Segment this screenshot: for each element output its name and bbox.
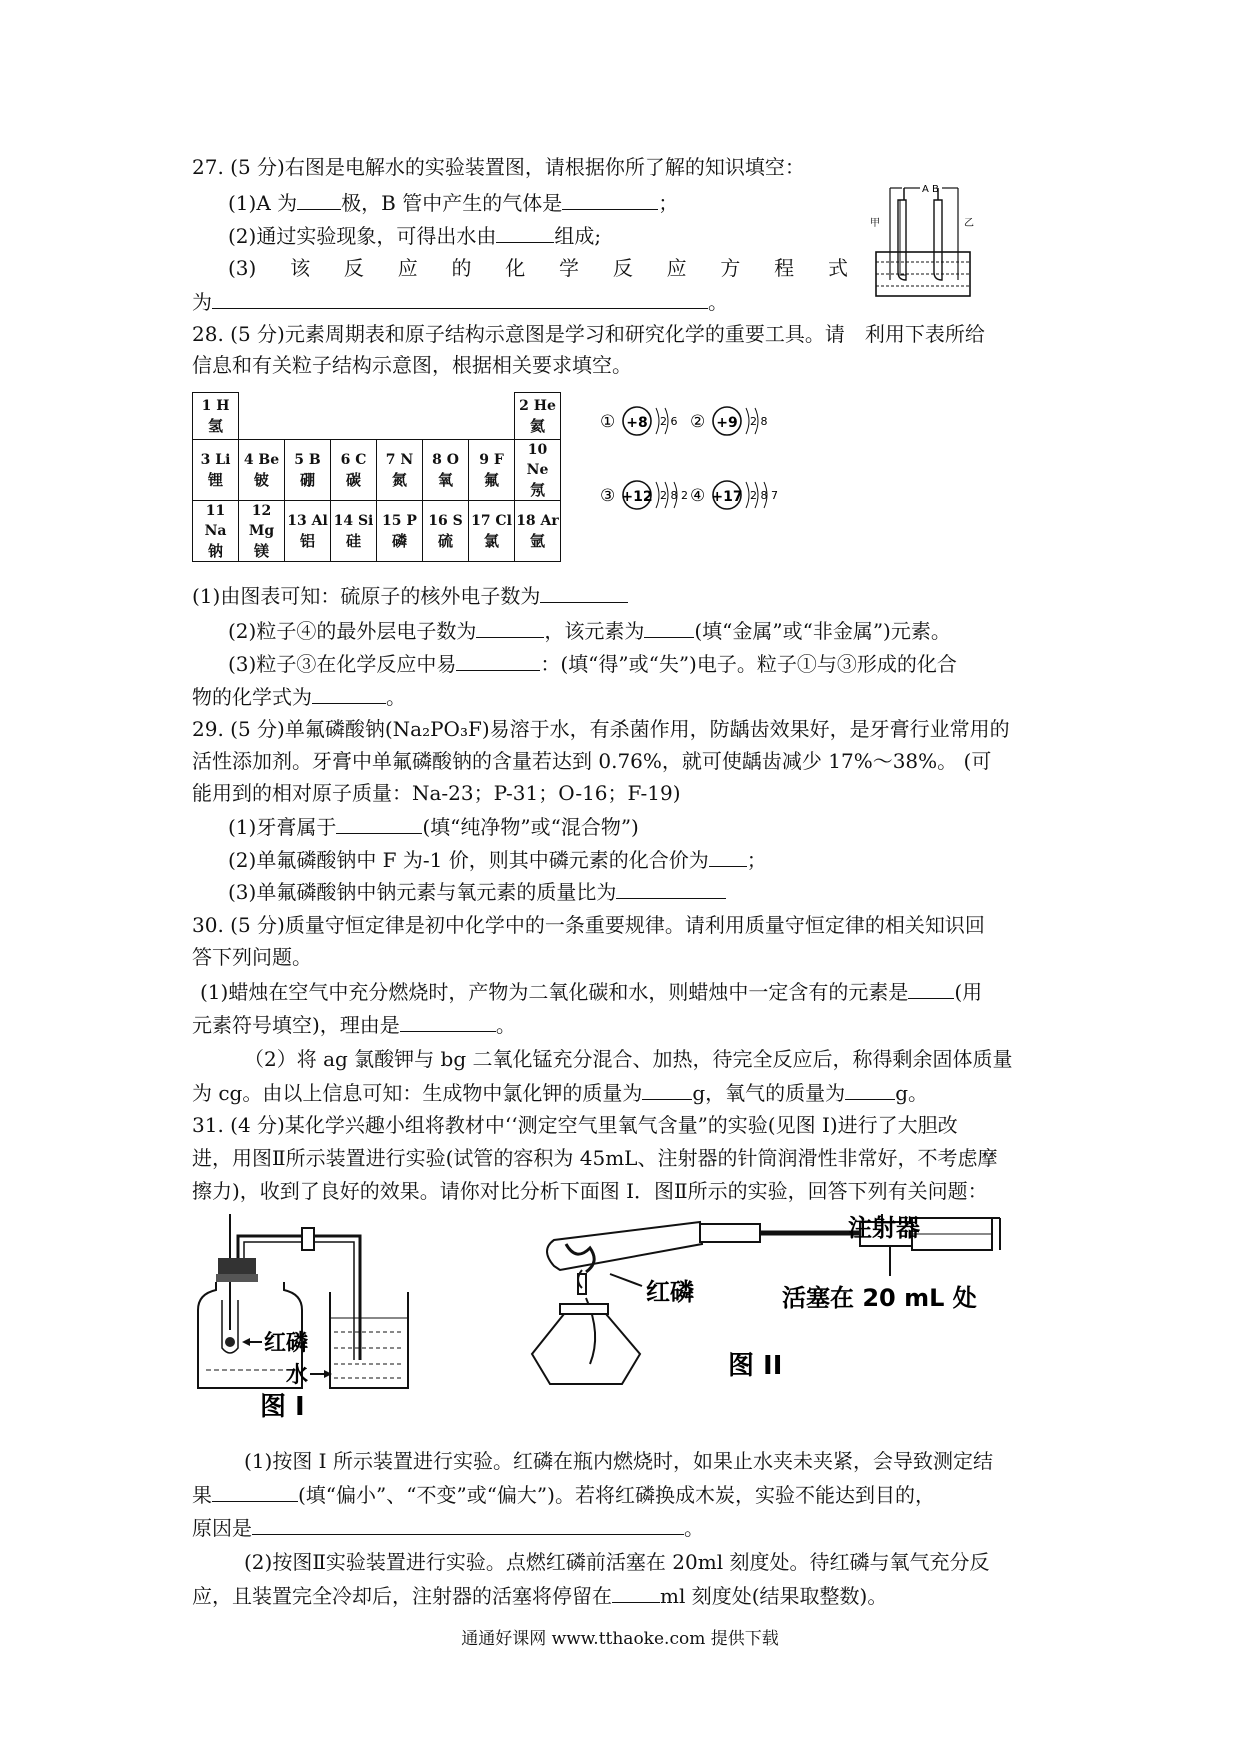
q31-stem-2: 进，用图Ⅱ所示装置进行实验(试管的容积为 45mL、注射器的针筒润滑性非常好，不考虑摩 [192, 1146, 998, 1170]
blank[interactable] [212, 1479, 298, 1502]
q28-stem-2: 信息和有关粒子结构示意图，根据相关要求填空。 [192, 353, 632, 377]
element-name: 氮 [391, 471, 407, 489]
element-name: 磷 [391, 532, 407, 550]
q30-part2: （2）将 ag 氯酸钾与 bg 二氧化锰充分混合、加热，待完全反应后，称得剩余固体质量 [244, 1047, 1013, 1071]
spaced-char: 应 [666, 256, 687, 280]
electron-shell-arc [746, 482, 749, 508]
element-name: 碳 [345, 471, 361, 489]
spaced-char: (3) [228, 256, 257, 280]
blank[interactable] [400, 1009, 496, 1032]
q27-part3-spaced [228, 253, 848, 283]
element-name: 氦 [529, 417, 545, 435]
q28-part2: (2)粒子④的最外层电子数为 ，该元素为 (填“金属”或“非金属”)元素。 [228, 615, 1098, 646]
particle-1-diagram [600, 396, 696, 446]
shell-electrons: 2 8 2 [660, 489, 688, 502]
element-name: 锂 [207, 471, 223, 489]
q30-stem-1: 30. (5 分)质量守恒定律是初中化学中的一条重要规律。请利用质量守恒定律的相关知识回 [192, 913, 985, 937]
q27-stem: 27. (5 分)右图是电解水的实验装置图，请根据你所了解的知识填空： [192, 155, 805, 179]
element-cell [377, 501, 423, 562]
label-syringe: 注射器 [848, 1214, 920, 1242]
element-name: 氩 [529, 532, 545, 550]
element-symbol: 7 N [385, 452, 414, 468]
element-symbol: 12 Mg [248, 503, 275, 539]
q28-stem-1: 28. (5 分)元素周期表和原子结构示意图是学习和研究化学的重要工具。请 利用下表所给 [192, 322, 985, 346]
q27-part2: (2)通过实验现象，可得出水由 组成; [228, 220, 1098, 251]
particle-number: ② [690, 412, 706, 432]
q29-part2: (2)单氟磷酸钠中 F 为-1 价，则其中磷元素的化合价为 ； [228, 844, 1098, 875]
spaced-char: 方 [720, 256, 741, 280]
spaced-char: 的 [451, 256, 472, 280]
element-name: 氧 [437, 471, 453, 489]
element-name: 氢 [207, 417, 223, 435]
nuclear-charge: +8 [626, 415, 648, 431]
element-name: 硼 [299, 471, 315, 489]
spaced-char: 反 [612, 256, 633, 280]
blank[interactable] [562, 187, 658, 210]
shell-electrons: 2 8 7 [750, 489, 778, 502]
label-a: A [922, 184, 929, 195]
label-red-phosphorus: 红磷 [264, 1331, 309, 1356]
empty-cell [239, 393, 285, 440]
blank[interactable] [252, 1512, 684, 1535]
element-name: 硫 [437, 532, 453, 550]
empty-cell [469, 393, 515, 440]
blank[interactable] [212, 286, 708, 309]
q29-part3: (3)单氟磷酸钠中钠元素与氧元素的质量比为 [228, 876, 1098, 907]
blank[interactable] [540, 580, 628, 603]
element-cell [193, 440, 239, 501]
element-symbol: 17 Cl [471, 513, 512, 529]
blank[interactable] [312, 681, 386, 704]
figure-1-caption: 图 I [260, 1392, 305, 1422]
figure-2-apparatus [530, 1214, 1010, 1414]
q29-stem-2: 活性添加剂。牙膏中单氟磷酸钠的含量若达到 0.76%，就可使龋齿减少 17%～38%。 (可 [192, 749, 992, 773]
empty-cell [331, 393, 377, 440]
element-cell [285, 501, 331, 562]
element-cell [377, 440, 423, 501]
element-cell [193, 393, 239, 440]
spaced-char: 化 [505, 256, 526, 280]
element-symbol: 6 C [340, 452, 367, 468]
figure-1-apparatus [190, 1210, 460, 1422]
nuclear-charge: +9 [716, 415, 738, 431]
shell-electrons: 2 6 [660, 415, 678, 428]
element-cell [423, 440, 469, 501]
element-cell [285, 440, 331, 501]
element-symbol: 18 Ar [516, 513, 559, 529]
spaced-char: 程 [774, 256, 795, 280]
spaced-char: 该 [290, 256, 311, 280]
element-cell [423, 501, 469, 562]
blank[interactable] [476, 615, 544, 638]
element-cell [469, 501, 515, 562]
element-symbol: 10 Ne [526, 442, 549, 478]
q30-stem-2: 答下列问题。 [192, 945, 312, 969]
blank[interactable] [456, 648, 540, 671]
label-red-phosphorus-2: 红磷 [646, 1278, 694, 1306]
element-name: 镁 [253, 542, 269, 560]
particle-number: ③ [600, 486, 616, 506]
q31-stem-3: 擦力)，收到了良好的效果。请你对比分析下面图 I．图Ⅱ所示的实验，回答下列有关问题： [192, 1179, 988, 1203]
element-symbol: 5 B [294, 452, 321, 468]
element-symbol: 4 Be [243, 452, 280, 468]
blank[interactable] [709, 844, 747, 867]
blank[interactable] [845, 1077, 895, 1100]
element-cell [331, 440, 377, 501]
element-cell [239, 501, 285, 562]
element-name: 硅 [345, 532, 361, 550]
electron-shell-arc [746, 408, 749, 434]
q31-part1-cont: 果 (填“偏小”、“不变”或“偏大”)。若将红磷换成木炭，实验不能达到目的， [192, 1479, 1062, 1510]
figure-2-caption: 图 II [728, 1351, 783, 1381]
q30-part1-cont: 元素符号填空)，理由是 。 [192, 1009, 1062, 1040]
spaced-char: 反 [343, 256, 364, 280]
electron-shell-arc [656, 408, 659, 434]
q27-part3-answer: 为 。 [192, 286, 1062, 317]
element-symbol: 16 S [428, 513, 463, 529]
q28-part3: (3)粒子③在化学反应中易 ：(填“得”或“失”)电子。粒子①与③形成的化合 [228, 648, 1098, 679]
element-name: 铍 [253, 471, 269, 489]
q31-stem-1: 31. (4 分)某化学兴趣小组将教材中‘‘测定空气里氧气含量”的实验(见图 I)进行了大胆改 [192, 1113, 958, 1137]
element-symbol: 14 Si [333, 513, 374, 529]
label-piston: 活塞在 20 mL 处 [782, 1284, 977, 1312]
element-symbol: 11 Na [204, 503, 227, 539]
blank[interactable] [336, 811, 422, 834]
element-name: 氯 [483, 532, 499, 550]
element-symbol: 15 P [382, 513, 417, 529]
element-cell [515, 393, 561, 440]
element-name: 钠 [207, 542, 223, 560]
spaced-char: 式 [827, 256, 848, 280]
element-cell [469, 440, 515, 501]
blank[interactable] [616, 876, 726, 899]
nuclear-charge: +17 [711, 489, 743, 505]
shell-electrons: 2 8 [750, 415, 768, 428]
electron-shell-arc [656, 482, 659, 508]
electrolysis-figure [868, 180, 978, 302]
q29-stem-3: 能用到的相对原子质量：Na-23；P-31；O-16；F-19) [192, 781, 681, 805]
element-cell [193, 501, 239, 562]
periodic-table [192, 392, 561, 562]
nuclear-charge: +12 [621, 489, 653, 505]
element-symbol: 1 H [201, 398, 230, 414]
label-yi: 乙 [964, 218, 974, 229]
element-symbol: 3 Li [200, 452, 231, 468]
blank[interactable] [496, 220, 554, 243]
element-symbol: 2 He [519, 398, 556, 414]
blank[interactable] [612, 1580, 660, 1603]
q29-stem-1: 29. (5 分)单氟磷酸钠(Na₂PO₃F)易溶于水，有杀菌作用，防龋齿效果好，是牙膏行业常用的 [192, 717, 1010, 741]
q30-part1: (1)蜡烛在空气中充分燃烧时，产物为二氧化碳和水，则蜡烛中一定含有的元素是 (用 [200, 976, 1070, 1007]
element-cell [331, 501, 377, 562]
blank[interactable] [297, 187, 341, 210]
q29-part1: (1)牙膏属于 (填“纯净物”或“混合物”) [228, 811, 1098, 842]
element-name: 氖 [529, 481, 545, 499]
q31-part2-cont: 应，且装置完全冷却后，注射器的活塞将停留在 ml 刻度处(结果取整数)。 [192, 1580, 1062, 1611]
q31-part1: (1)按图 I 所示装置进行实验。红磷在瓶内燃烧时，如果止水夹未夹紧，会导致测定结 [244, 1449, 993, 1473]
particle-2-diagram [690, 396, 786, 446]
element-cell [515, 501, 561, 562]
element-cell [515, 440, 561, 501]
element-symbol: 8 O [432, 452, 459, 468]
particle-number: ① [600, 412, 616, 432]
label-water: 水 [286, 1363, 309, 1388]
footer-source: 通通好课网 www.tthaoke.com 提供下载 [461, 1629, 779, 1649]
q30-part2-cont: 为 cg。由以上信息可知：生成物中氯化钾的质量为 g，氧气的质量为 g。 [192, 1077, 1062, 1108]
element-symbol: 13 Al [287, 513, 328, 529]
element-name: 氟 [483, 471, 499, 489]
empty-cell [377, 393, 423, 440]
particle-number: ④ [690, 486, 706, 506]
blank[interactable] [644, 615, 694, 638]
particle-4-diagram [690, 470, 786, 520]
q27-part1: (1)A 为 极，B 管中产生的气体是 ； [228, 187, 1098, 218]
q31-part2: (2)按图Ⅱ实验装置进行实验。点燃红磷前活塞在 20ml 刻度处。待红磷与氧气充分反 [244, 1550, 990, 1574]
spaced-char: 学 [559, 256, 580, 280]
empty-cell [423, 393, 469, 440]
q31-part1-reason: 原因是 。 [192, 1512, 1062, 1543]
particle-3-diagram [600, 470, 696, 520]
element-cell [239, 440, 285, 501]
label-b: B [932, 184, 939, 195]
blank[interactable] [908, 976, 954, 999]
label-jia: 甲 [870, 218, 880, 229]
q28-part1: (1)由图表可知：硫原子的核外电子数为 [192, 580, 1062, 611]
blank[interactable] [642, 1077, 692, 1100]
spaced-char: 应 [397, 256, 418, 280]
empty-cell [285, 393, 331, 440]
element-name: 铝 [299, 532, 315, 550]
q28-part3-cont: 物的化学式为 。 [192, 681, 1062, 712]
element-symbol: 9 F [479, 452, 504, 468]
